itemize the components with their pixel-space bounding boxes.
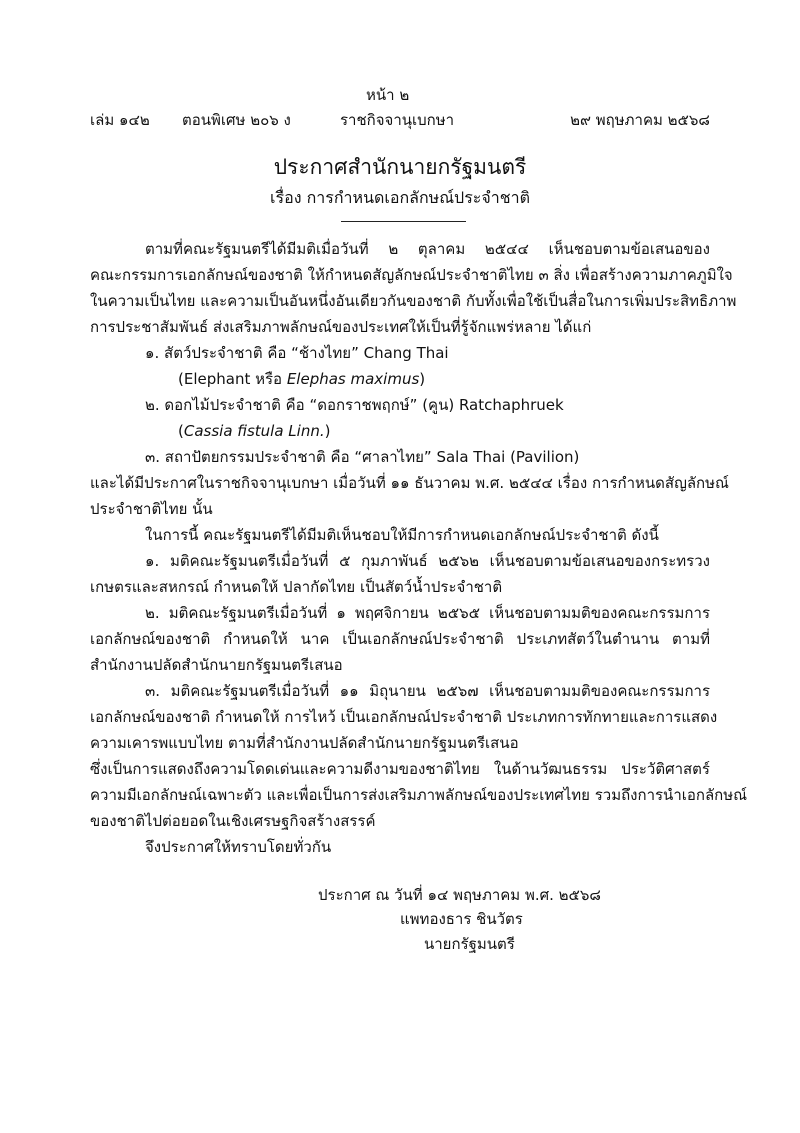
resolution-line: เอกลักษณ์ของชาติ กำหนดให้ นาค เป็นเอกลักษณ์ประจำชาติ ประเภทสัตว์ในตำนาน ตามที่ xyxy=(90,630,710,648)
list-item-detail: (Cassia fistula Linn.) xyxy=(178,422,331,440)
signatory-position: นายกรัฐมนตรี xyxy=(424,935,515,953)
paragraph-line: การประชาสัมพันธ์ ส่งเสริมภาพลักษณ์ของประเทศให้เป็นที่รู้จักแพร่หลาย ได้แก่ xyxy=(90,318,592,336)
page-number: หน้า ๒ xyxy=(366,86,410,104)
paragraph-line: และได้มีประกาศในราชกิจจานุเบกษา เมื่อวันที่ ๑๑ ธันวาคม พ.ศ. ๒๕๔๔ เรื่อง การกำหนดสัญลักษณ์ xyxy=(90,474,729,492)
resolution-line: ความเคารพแบบไทย ตามที่สำนักงานปลัดสำนักนายกรัฐมนตรีเสนอ xyxy=(90,734,519,752)
section-number: ตอนพิเศษ ๒๐๖ ง xyxy=(182,111,291,129)
paragraph-line: ซึ่งเป็นการแสดงถึงความโดดเด่นและความดีงามของชาติไทย ในด้านวัฒนธรรม ประวัติศาสตร์ xyxy=(90,760,710,778)
paragraph-line: ในความเป็นไทย และความเป็นอันหนึ่งอันเดียวกันของชาติ กับทั้งเพื่อใช้เป็นสื่อในการเพิ่มประสิทธิภาพ xyxy=(90,292,737,310)
list-item: ๒. ดอกไม้ประจำชาติ คือ “ดอกราชพฤกษ์” (คูน) Ratchaphruek xyxy=(145,396,564,414)
closing-line: จึงประกาศให้ทราบโดยทั่วกัน xyxy=(145,838,332,856)
paragraph-line: ประจำชาติไทย นั้น xyxy=(90,500,213,518)
document-title: ประกาศสำนักนายกรัฐมนตรี xyxy=(273,155,527,179)
signatory-name: แพทองธาร ชินวัตร xyxy=(400,910,523,928)
resolution-line: เอกลักษณ์ของชาติ กำหนดให้ การไหว้ เป็นเอกลักษณ์ประจำชาติ ประเภทการทักทายและการแสดง xyxy=(90,708,718,726)
resolution-line: ๑. มติคณะรัฐมนตรีเมื่อวันที่ ๕ กุมภาพันธ์ ๒๕๖๒ เห็นชอบตามข้อเสนอของกระทรวง xyxy=(145,552,710,570)
gazette-name: ราชกิจจานุเบกษา xyxy=(340,111,455,129)
paragraph-line: ในการนี้ คณะรัฐมนตรีได้มีมติเห็นชอบให้มีการกำหนดเอกลักษณ์ประจำชาติ ดังนี้ xyxy=(145,526,659,544)
announcement-date: ประกาศ ณ วันที่ ๑๔ พฤษภาคม พ.ศ. ๒๕๖๘ xyxy=(318,886,601,904)
volume-number: เล่ม ๑๔๒ xyxy=(90,111,150,129)
paragraph-line: ของชาติไปต่อยอดในเชิงเศรษฐกิจสร้างสรรค์ xyxy=(90,812,376,830)
publish-date: ๒๙ พฤษภาคม ๒๕๖๘ xyxy=(570,111,710,129)
title-divider xyxy=(341,221,466,222)
resolution-line: สำนักงานปลัดสำนักนายกรัฐมนตรีเสนอ xyxy=(90,656,343,674)
resolution-line: เกษตรและสหกรณ์ กำหนดให้ ปลากัดไทย เป็นสัตว์น้ำประจำชาติ xyxy=(90,578,503,596)
list-item: ๑. สัตว์ประจำชาติ คือ “ช้างไทย” Chang Thai xyxy=(145,344,449,362)
resolution-line: ๓. มติคณะรัฐมนตรีเมื่อวันที่ ๑๑ มิถุนายน ๒๕๖๗ เห็นชอบตามมติของคณะกรรมการ xyxy=(145,682,710,700)
document-subject: เรื่อง การกำหนดเอกลักษณ์ประจำชาติ xyxy=(270,188,530,207)
paragraph-line: ตามที่คณะรัฐมนตรีได้มีมติเมื่อวันที่ ๒ ตุลาคม ๒๕๔๔ เห็นชอบตามข้อเสนอของ xyxy=(145,240,710,258)
list-item-detail: (Elephant หรือ Elephas maximus) xyxy=(178,370,426,388)
paragraph-line: ความมีเอกลักษณ์เฉพาะตัว และเพื่อเป็นการส่งเสริมภาพลักษณ์ของประเทศไทย รวมถึงการนำเอกลักษณ์ xyxy=(90,786,748,804)
resolution-line: ๒. มติคณะรัฐมนตรีเมื่อวันที่ ๑ พฤศจิกายน ๒๕๖๕ เห็นชอบตามมติของคณะกรรมการ xyxy=(145,604,710,622)
paragraph-line: คณะกรรมการเอกลักษณ์ของชาติ ให้กำหนดสัญลักษณ์ประจำชาติไทย ๓ สิ่ง เพื่อสร้างความภาคภูมิใจ xyxy=(90,266,733,284)
list-item: ๓. สถาปัตยกรรมประจำชาติ คือ “ศาลาไทย” Sala Thai (Pavilion) xyxy=(145,448,580,466)
